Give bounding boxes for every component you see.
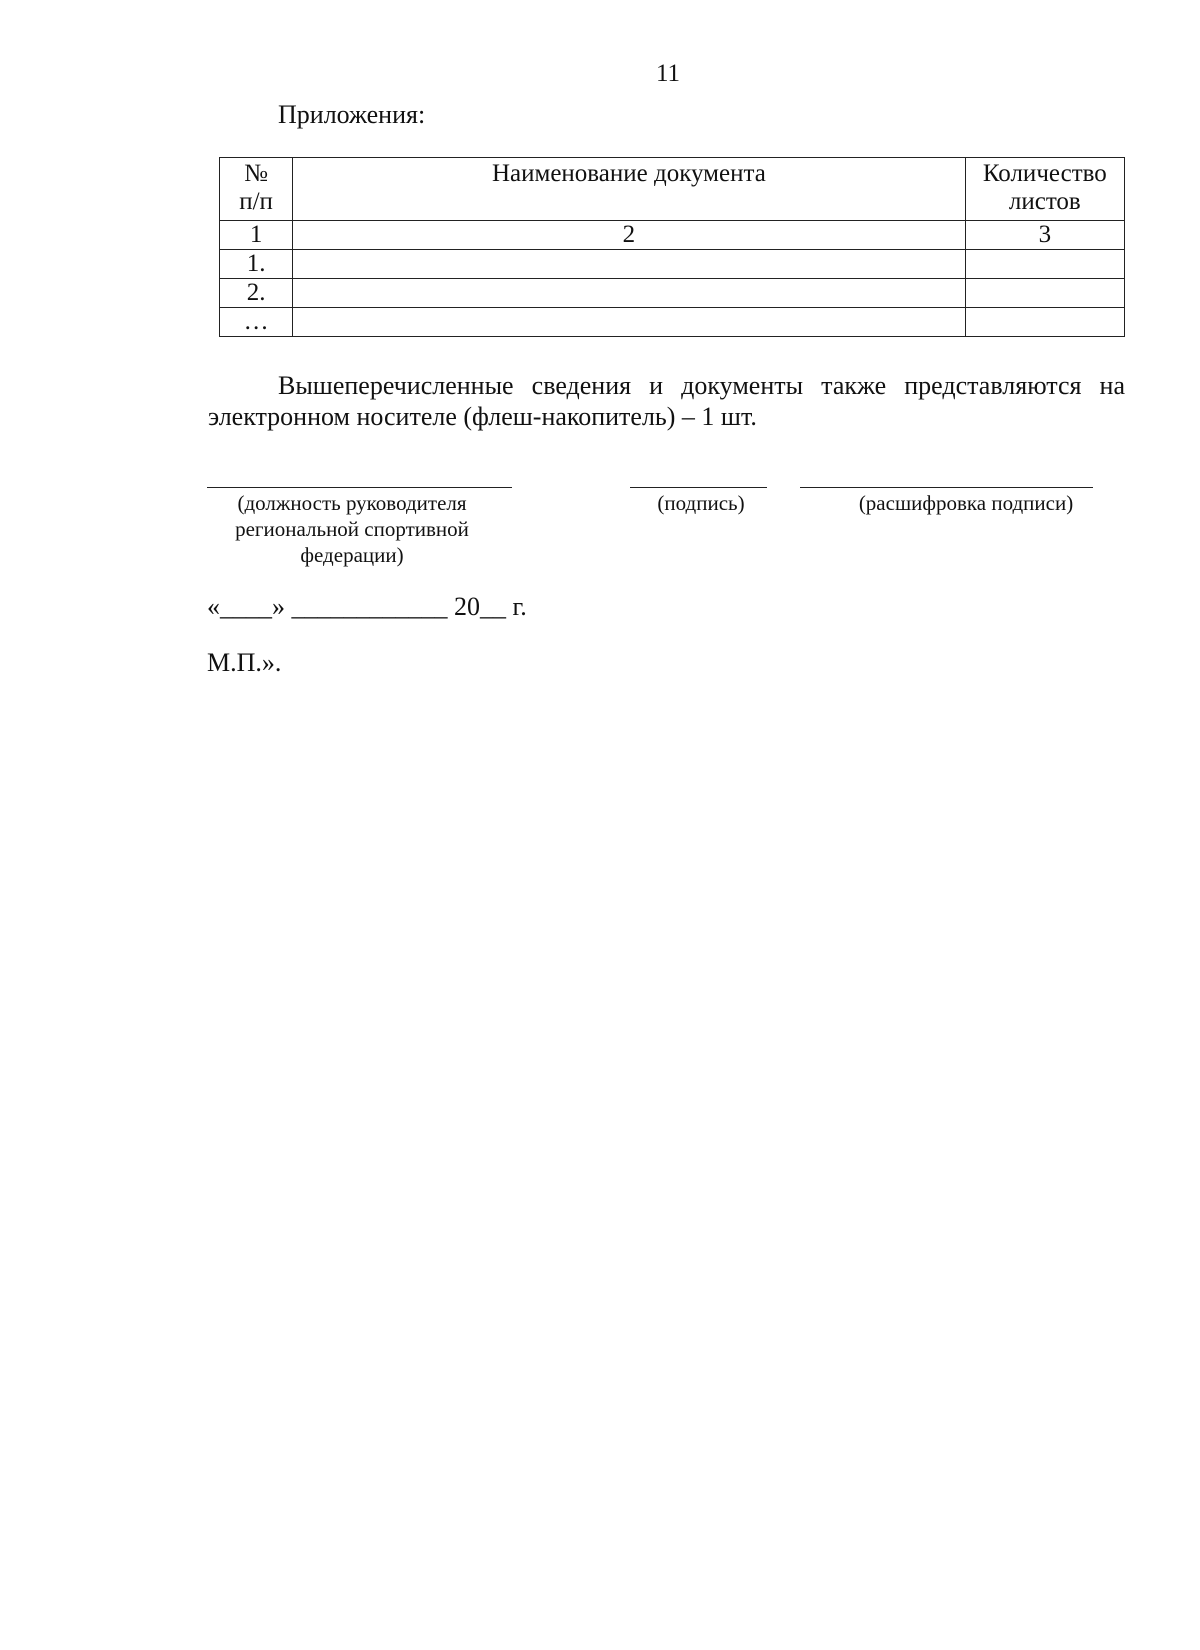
header-sheet-count-label: Количество (982, 160, 1107, 187)
stamp-placeholder: М.П.». (207, 648, 282, 677)
date-line: «____» ____________ 20__ г. (207, 592, 527, 621)
table-index-row (220, 221, 1125, 250)
row-document-name (293, 250, 965, 279)
index-cell: 3 (965, 221, 1124, 250)
header-document-name-label: Наименование документа (491, 160, 766, 187)
header-sheet-count-sub: листов (1008, 188, 1081, 215)
position-caption (207, 490, 497, 568)
header-document-name (293, 158, 965, 221)
header-sheet-count (965, 158, 1124, 221)
attachments-heading: Приложения: (278, 100, 426, 129)
row-number: … (220, 308, 293, 337)
row-number: 1. (220, 250, 293, 279)
signature-caption: (подпись) (657, 491, 745, 515)
attachments-table (219, 157, 1125, 337)
header-number (220, 158, 293, 221)
row-document-name (293, 279, 965, 308)
row-number: 2. (220, 279, 293, 308)
row-sheet-count (965, 250, 1124, 279)
header-number-label: № (244, 160, 268, 187)
decoding-caption: (расшифровка подписи) (858, 491, 1074, 515)
row-sheet-count (965, 308, 1124, 337)
table-row (220, 279, 1125, 308)
header-number-sub: п/п (239, 188, 273, 215)
electronic-media-paragraph: Вышеперечисленные сведения и документы также представляются на электронном носителе (флеш-накопитель) – 1 шт. (208, 371, 1125, 431)
signature-decoding-line (800, 487, 1093, 488)
position-caption-line: (должность руководителя (237, 491, 467, 515)
index-cell: 2 (293, 221, 965, 250)
row-sheet-count (965, 279, 1124, 308)
position-caption-line: федерации) (300, 543, 404, 567)
index-cell: 1 (220, 221, 293, 250)
position-caption-line: региональной спортивной (235, 517, 469, 541)
table-header-row (220, 158, 1125, 221)
position-signature-line (207, 487, 512, 488)
row-document-name (293, 308, 965, 337)
table-row (220, 250, 1125, 279)
signature-line (630, 487, 767, 488)
table-row (220, 308, 1125, 337)
page-number: 11 (655, 60, 681, 87)
